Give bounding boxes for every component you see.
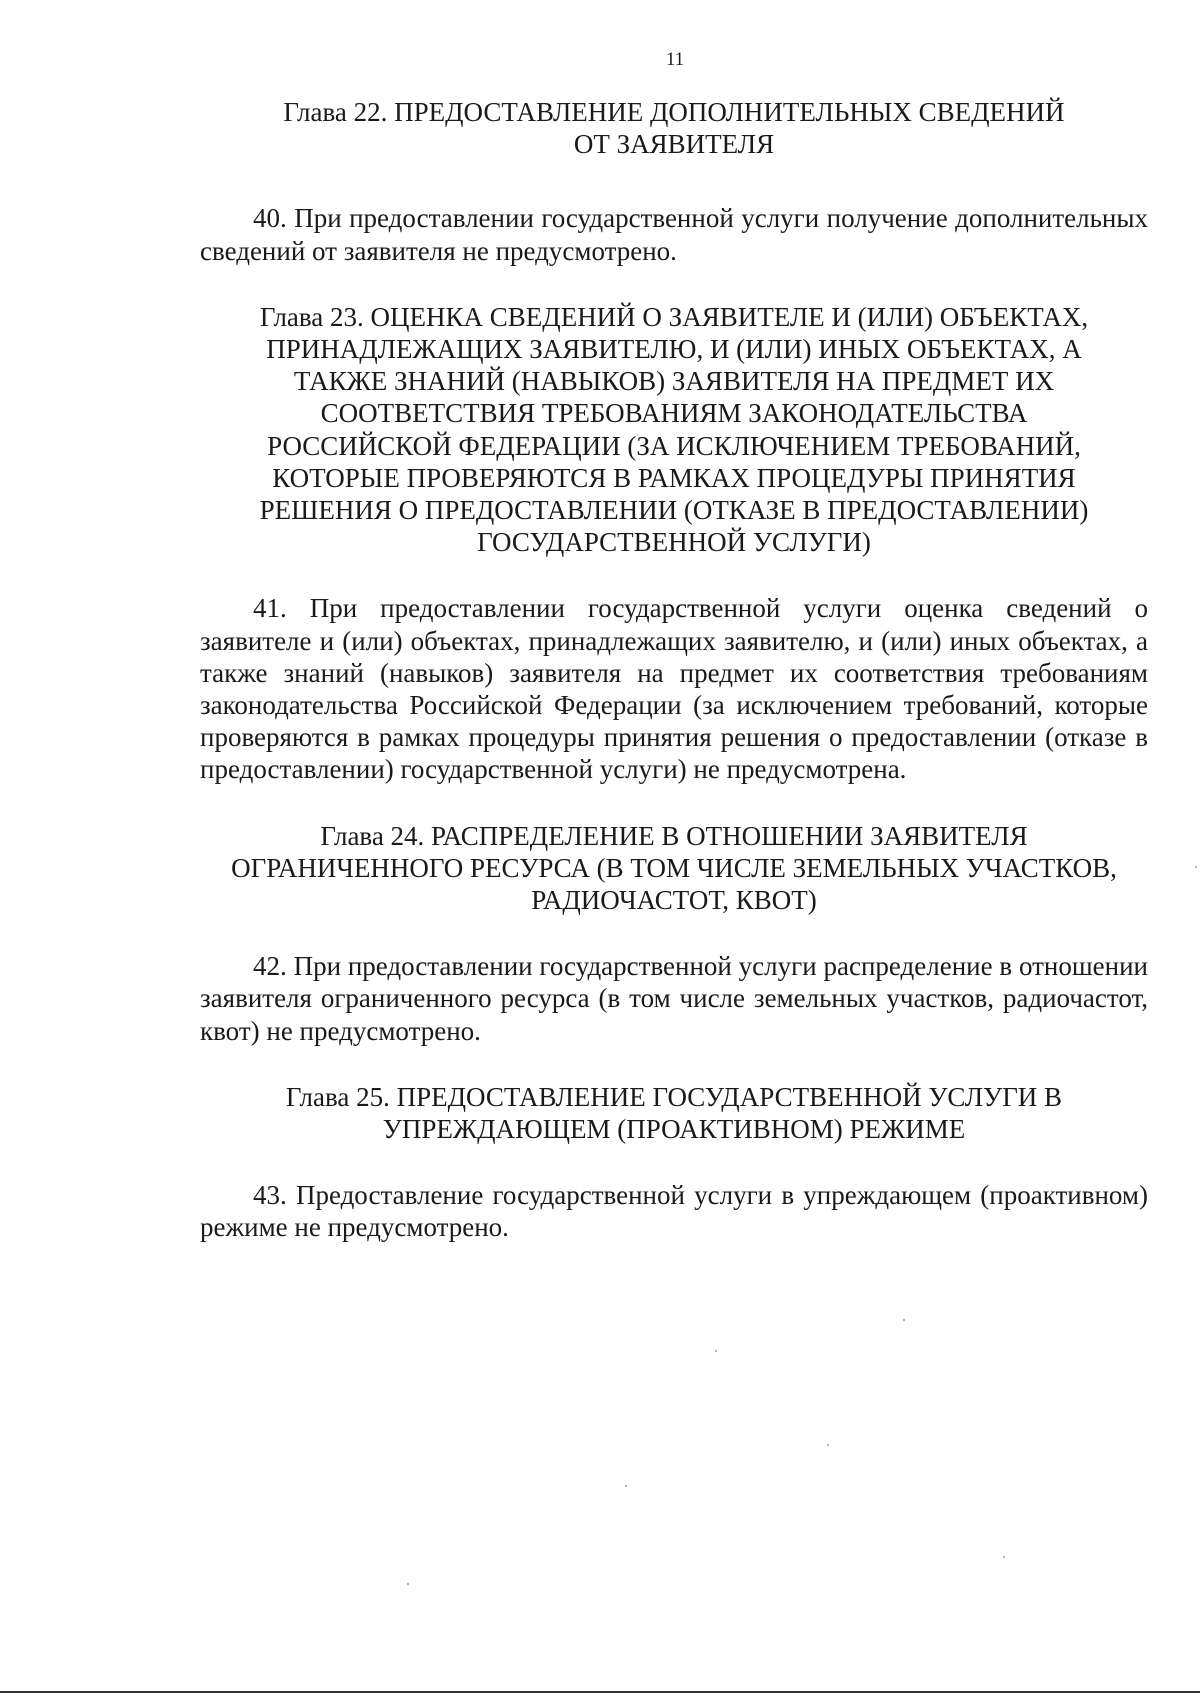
heading-line: СООТВЕТСТВИЯ ТРЕБОВАНИЯМ ЗАКОНОДАТЕЛЬСТВА bbox=[320, 398, 1028, 429]
heading-line: Глава 23. ОЦЕНКА СВЕДЕНИЙ О ЗАЯВИТЕЛЕ И (ИЛИ) ОБЪЕКТАХ, bbox=[259, 301, 1089, 332]
paragraph-42: 42. При предоставлении государственной услуги распределение в отношении заявителя ограниченного ресурса (в том числе земельных участков, радиочастот, квот) не предусмотрено. bbox=[200, 951, 1148, 1046]
scan-speck bbox=[715, 1350, 717, 1352]
scan-speck bbox=[407, 1583, 409, 1585]
heading-line: Глава 24. РАСПРЕДЕЛЕНИЕ В ОТНОШЕНИИ ЗАЯВИТЕЛЯ bbox=[320, 820, 1028, 851]
chapter-23-heading bbox=[200, 301, 1148, 559]
paragraph-40: 40. При предоставлении государственной услуги получение дополнительных сведений от заявителя не предусмотрено. bbox=[200, 203, 1148, 266]
heading-line: ПРИНАДЛЕЖАЩИХ ЗАЯВИТЕЛЮ, И (ИЛИ) ИНЫХ ОБЪЕКТАХ, А bbox=[266, 334, 1082, 365]
page-number: 11 bbox=[665, 49, 685, 70]
heading-line: ТАКЖЕ ЗНАНИЙ (НАВЫКОВ) ЗАЯВИТЕЛЯ НА ПРЕДМЕТ ИХ bbox=[293, 366, 1055, 397]
paragraph-43: 43. Предоставление государственной услуги в упреждающем (проактивном) режиме не предусмотрено. bbox=[200, 1180, 1148, 1243]
heading-line: УПРЕЖДАЮЩЕМ (ПРОАКТИВНОМ) РЕЖИМЕ bbox=[382, 1114, 966, 1145]
chapter-24-heading bbox=[200, 820, 1148, 917]
heading-line: ОГРАНИЧЕННОГО РЕСУРСА (В ТОМ ЧИСЛЕ ЗЕМЕЛЬНЫХ УЧАСТКОВ, bbox=[231, 852, 1117, 883]
scan-speck bbox=[625, 1485, 627, 1487]
scan-speck bbox=[1195, 866, 1197, 868]
document-body bbox=[200, 96, 1148, 1244]
heading-line: РАДИОЧАСТОТ, КВОТ) bbox=[531, 885, 817, 916]
heading-line: РЕШЕНИЯ О ПРЕДОСТАВЛЕНИИ (ОТКАЗЕ В ПРЕДОСТАВЛЕНИИ) bbox=[259, 495, 1089, 526]
chapter-25-heading bbox=[200, 1081, 1148, 1145]
scan-speck bbox=[827, 1444, 829, 1446]
heading-line: РОССИЙСКОЙ ФЕДЕРАЦИИ (ЗА ИСКЛЮЧЕНИЕМ ТРЕБОВАНИЙ, bbox=[267, 430, 1081, 461]
heading-line: ОТ ЗАЯВИТЕЛЯ bbox=[573, 129, 775, 160]
scan-speck bbox=[903, 1319, 905, 1321]
heading-line: Глава 22. ПРЕДОСТАВЛЕНИЕ ДОПОЛНИТЕЛЬНЫХ СВЕДЕНИЙ bbox=[283, 97, 1065, 127]
heading-line: КОТОРЫЕ ПРОВЕРЯЮТСЯ В РАМКАХ ПРОЦЕДУРЫ ПРИНЯТИЯ bbox=[272, 462, 1076, 493]
scan-speck bbox=[1003, 1556, 1005, 1558]
paragraph-41: 41. При предоставлении государственной услуги оценка сведений о заявителе и (или) объектах, принадлежащих заявителю, и (или) иных объектах, а также знаний (навыков) заявителя на предмет их соответствия требованиям законодательства Российской Федерации (за исключением требований, которые проверяются в рамках процедуры принятия решения о предоставлении (отказе в предоставлении) государственной услуги) не предусмотрена. bbox=[200, 593, 1148, 785]
chapter-22-heading bbox=[200, 96, 1148, 160]
scan-bottom-edge bbox=[0, 1691, 1200, 1693]
heading-line: ГОСУДАРСТВЕННОЙ УСЛУГИ) bbox=[477, 527, 871, 558]
heading-line: Глава 25. ПРЕДОСТАВЛЕНИЕ ГОСУДАРСТВЕННОЙ УСЛУГИ В bbox=[285, 1081, 1063, 1112]
